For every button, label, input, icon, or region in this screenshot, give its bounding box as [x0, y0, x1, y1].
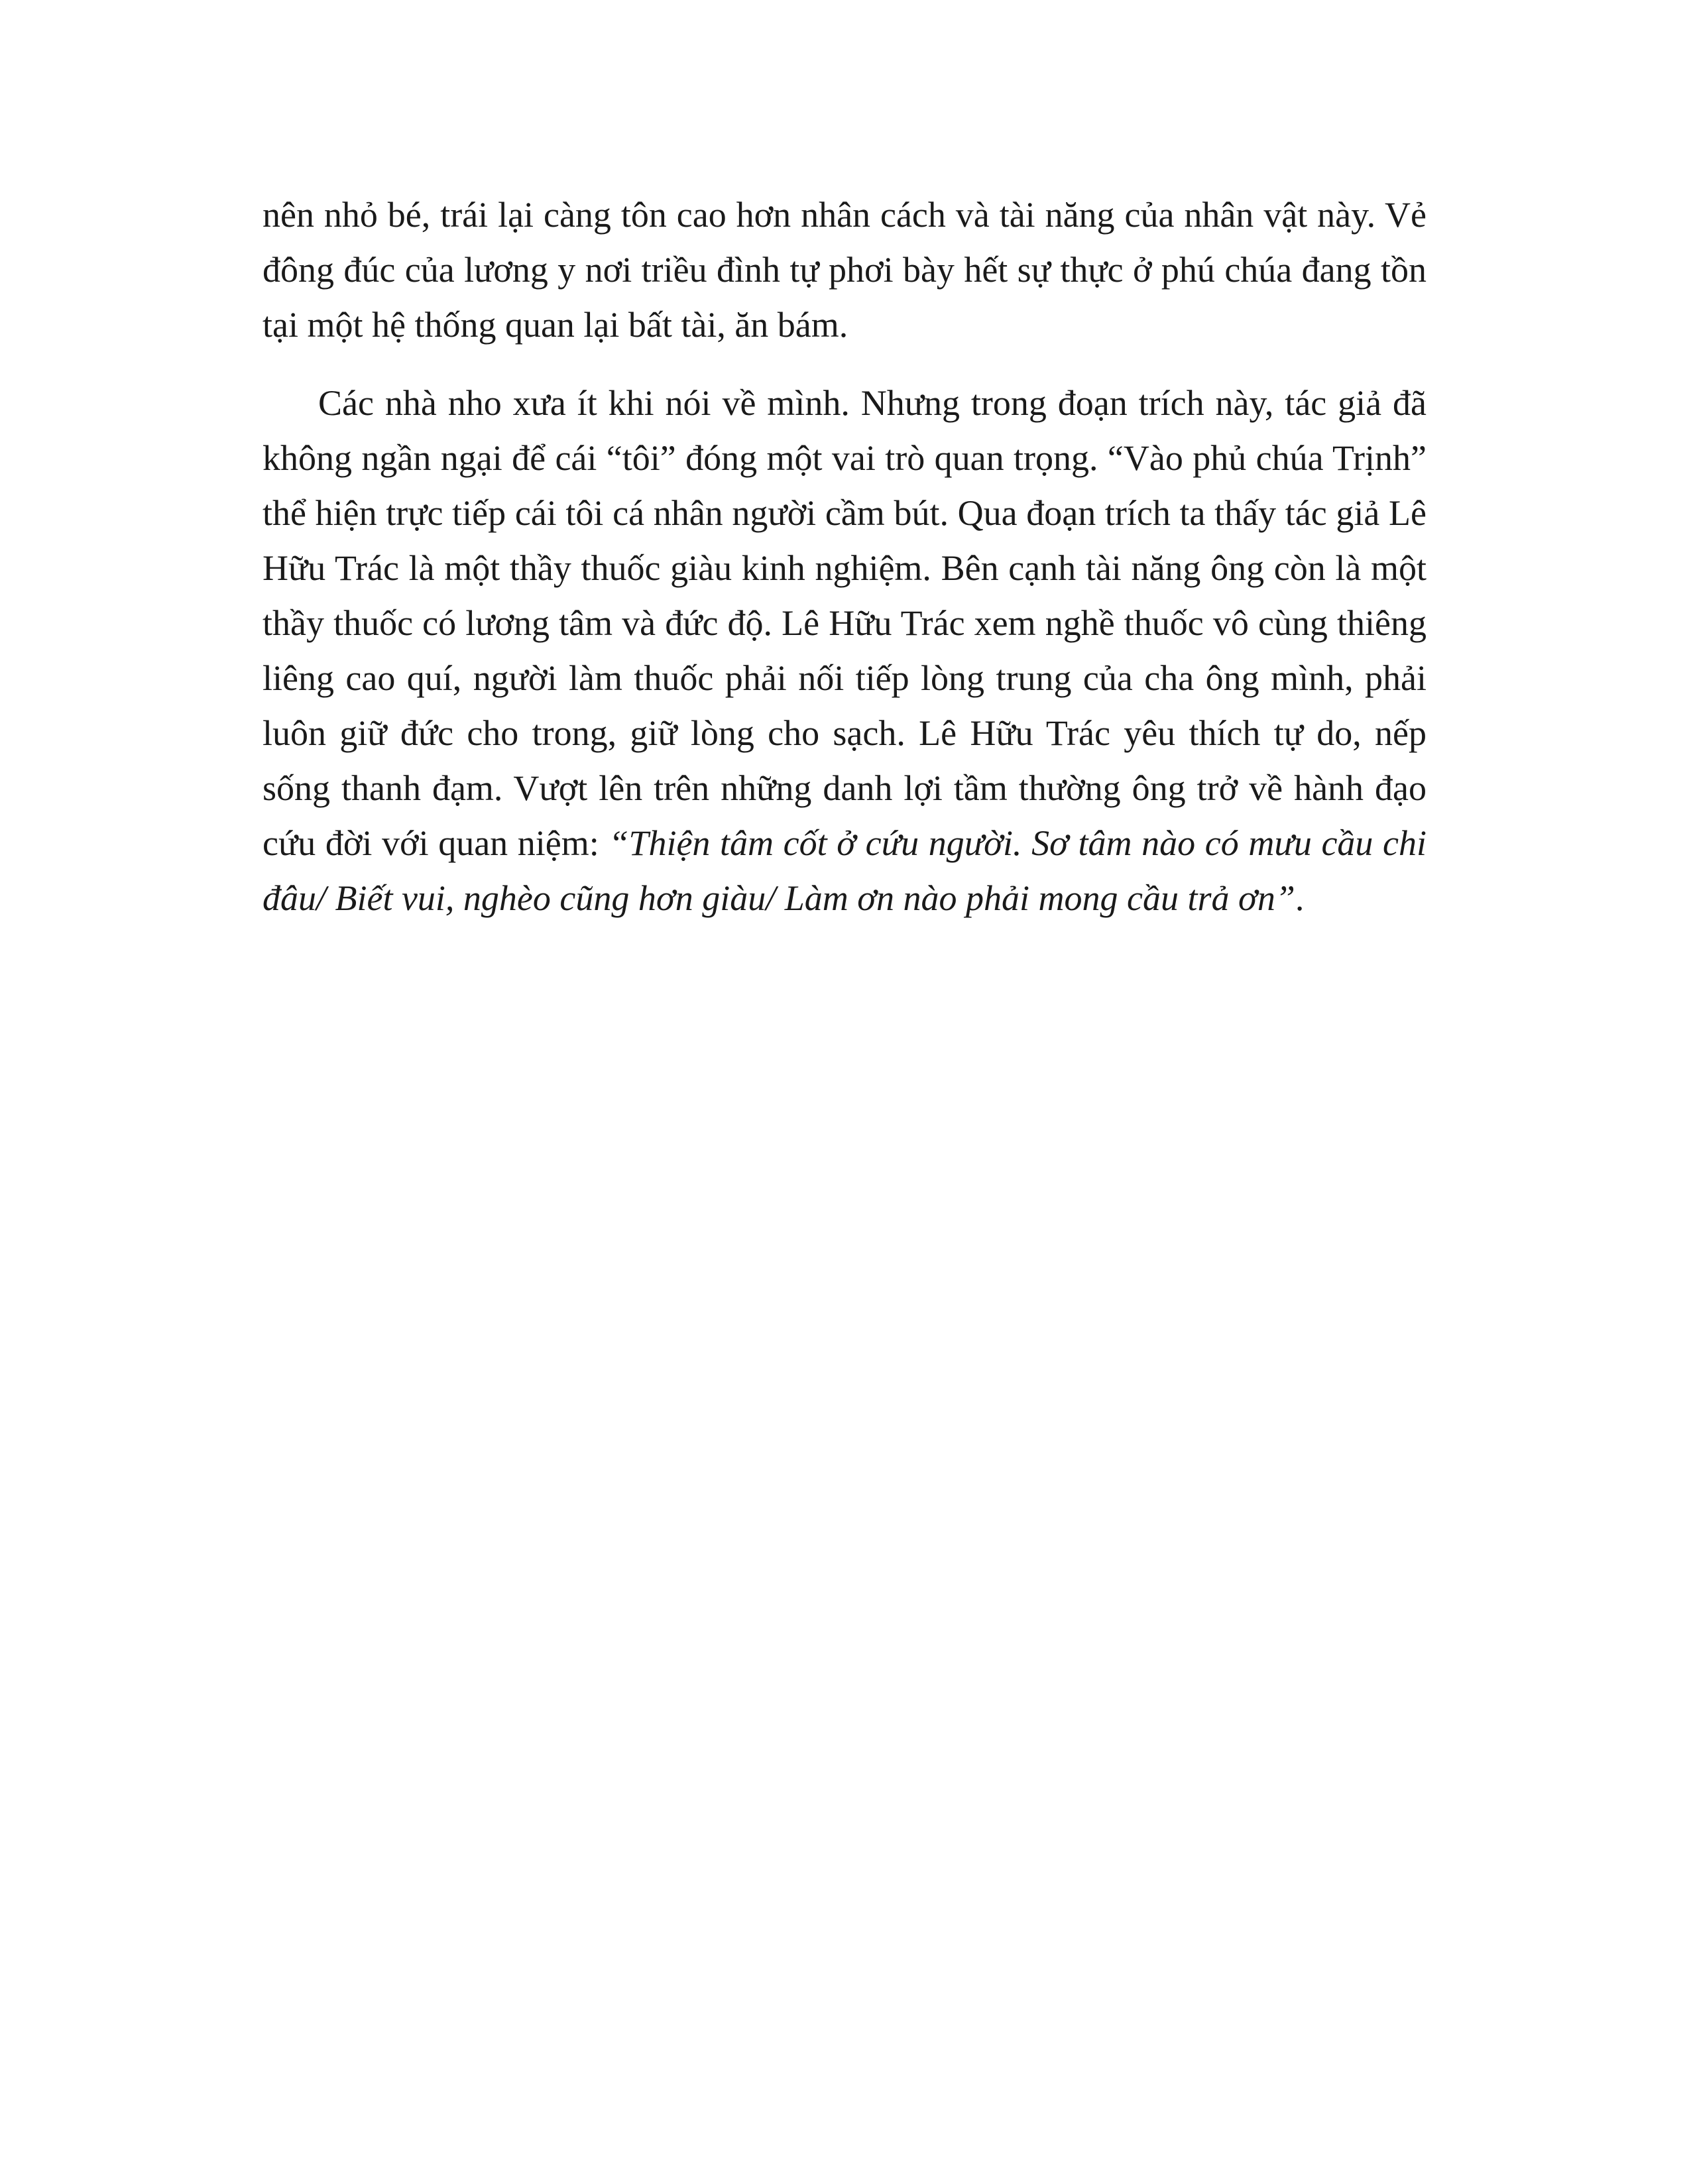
text-line: không ngần ngại để cái “tôi” đóng một vai trò quan trọng. “Vào phủ chúa Trịnh”: [262, 438, 1427, 478]
text-line-quote-end: [262, 871, 1427, 926]
final-period: .: [1295, 878, 1305, 918]
text-line: Các nhà nho xưa ít khi nói về mình. Nhưng trong đoạn trích này, tác giả đã: [318, 383, 1427, 423]
quote-text-end: đâu/ Biết vui, nghèo cũng hơn giàu/ Làm ơn nào phải mong cầu trả ơn”: [262, 878, 1295, 918]
paragraph-1: [262, 188, 1427, 353]
text-line: thể hiện trực tiếp cái tôi cá nhân người cầm bút. Qua đoạn trích ta thấy tác giả Lê: [262, 493, 1427, 533]
body-text: [262, 188, 1427, 926]
text-line: nên nhỏ bé, trái lại càng tôn cao hơn nhân cách và tài năng của nhân vật này. Vẻ: [262, 195, 1427, 235]
quote-intro: cứu đời với quan niệm:: [262, 823, 609, 863]
text-line: sống thanh đạm. Vượt lên trên những danh lợi tầm thường ông trở về hành đạo: [262, 768, 1427, 808]
text-line: luôn giữ đức cho trong, giữ lòng cho sạch. Lê Hữu Trác yêu thích tự do, nếp: [262, 713, 1427, 753]
text-line-with-quote: [262, 816, 1427, 871]
text-line: liêng cao quí, người làm thuốc phải nối tiếp lòng trung của cha ông mình, phải: [262, 658, 1427, 698]
text-line: đông đúc của lương y nơi triều đình tự phơi bày hết sự thực ở phú chúa đang tồn: [262, 250, 1427, 290]
quote-text: “Thiện tâm cốt ở cứu người. Sơ tâm nào có mưu cầu chi: [609, 823, 1427, 863]
text-line: Hữu Trác là một thầy thuốc giàu kinh nghiệm. Bên cạnh tài năng ông còn là một: [262, 548, 1427, 588]
text-line: tại một hệ thống quan lại bất tài, ăn bám.: [262, 305, 848, 345]
paragraph-2: [262, 376, 1427, 926]
paragraph-spacer: [262, 353, 1427, 376]
text-line: thầy thuốc có lương tâm và đức độ. Lê Hữu Trác xem nghề thuốc vô cùng thiêng: [262, 603, 1427, 643]
